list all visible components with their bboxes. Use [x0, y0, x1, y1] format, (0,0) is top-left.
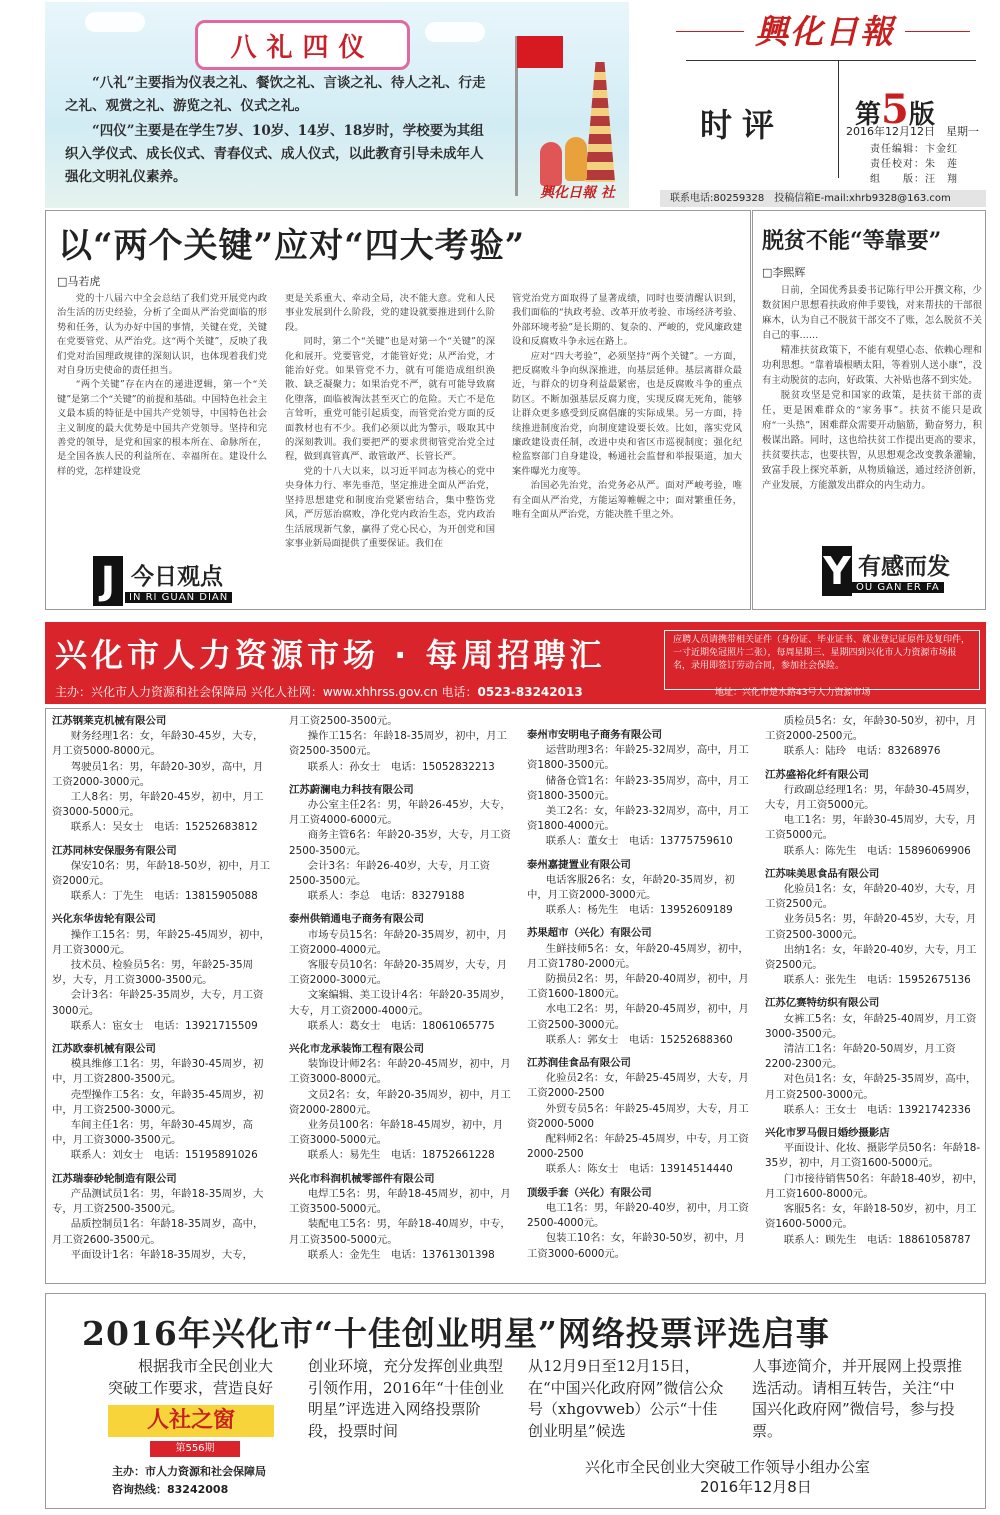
tag-pinyin: IN RI GUAN DIAN — [125, 592, 232, 603]
paragraph: 脱贫攻坚是党和国家的政策，是扶贫干部的责任，更是困难群众的“家务事”。扶贫不能只是政府“一头热”，困难群众需要开动脑筋，勤奋努力，积极谋出路。同时，这也给扶贫工作提出更高的要求，扶贫要扶志，也要扶智，从思想观念改变教条灌输，致富手段上探究革新，从物质输送，通过经济创新，产业发展，方能激发出群众的内生动力。 — [762, 390, 982, 491]
contact-line: 联系人：陆玲 电话：83268976 — [783, 745, 941, 758]
layout-credit: 组 版：汪 翔 — [870, 174, 958, 185]
paragraph: “两个关键”存在内在的递进逻辑，第一个“关键”是第二个“关键”的前提和基础。中国特色社会主义最本质的特征是中国共产党领导，中国特色社会主义制度的最大优势是中国共产党领导。坚持和完善党的领导，是党和国家的根本所在、命脉所在，是全国各族人民的利益所在、幸福所在。建设什么样的党，怎样建设党 — [57, 379, 267, 477]
child-figure-icon — [565, 137, 587, 181]
paragraph: 更是关系重大、牵动全局，决不能大意。党和人民事业发展到什么阶段，党的建设就要推进到什么阶段。 — [285, 293, 495, 333]
job-line: 客服专员10名：年龄20-35周岁，大专，月工资2000-3000元。 — [289, 959, 507, 987]
job-line: 会计3名：年龄26-40岁，大专，月工资2500-3500元。 — [289, 859, 490, 888]
tag-text: 有感而发 — [858, 554, 950, 580]
company-name: 泰州供销通电子商务有限公司 — [289, 913, 425, 926]
banner-text-si-yi: “四仪”主要是在学生7岁、10岁、14岁、18岁时，学校要为其组织入学仪式、成长仪式、青春仪式、成人仪式，以此教育引导未成年人强化文明礼仪素养。 — [65, 123, 484, 185]
proofreader-credit: 责任校对：朱 莲 — [870, 159, 958, 170]
job-line: 水电工2名：男，年龄20-45周岁，初中，月工资2500-3000元。 — [527, 1003, 749, 1031]
issue-number: 第556期 — [150, 1441, 240, 1457]
job-line: 行政副总经理1名：男，年龄30-45周岁，大专，月工资5000元。 — [765, 783, 977, 812]
host-phone: 0523-83242013 — [477, 685, 583, 699]
contact-line: 联系人：陈女士 电话：13914514440 — [545, 1163, 733, 1176]
side-article-body — [762, 283, 982, 493]
job-line: 车间主任1名：男，年龄30-45周岁，高中，月工资3000-3500元。 — [52, 1119, 253, 1147]
job-line: 化验员1名：女，年龄20-40岁，大专，月工资2500元。 — [765, 883, 977, 911]
job-line: 清洁工1名：年龄20-50周岁，月工资2200-2300元。 — [765, 1043, 956, 1071]
banner-title: 八礼四仪 — [195, 20, 410, 70]
contact-line: 联系人：金先生 电话：13761301398 — [307, 1248, 495, 1261]
job-line: 配料师2名：年龄25-45周岁，中专，月工资2000-2500 — [527, 1133, 749, 1161]
company-name: 江苏蔚澜电力科技有限公司 — [289, 783, 414, 796]
job-line: 操作工15名：年龄18-35周岁，初中，月工资2500-3500元。 — [289, 730, 507, 758]
contact-line: 联系人：宦女士 电话：13921715509 — [70, 1019, 258, 1032]
company-name: 泰州嘉捷置业有限公司 — [527, 858, 631, 871]
company-name: 顶级手套（兴化）有限公司 — [527, 1186, 652, 1199]
job-line: 女裤工5名：女，年龄25-40周岁，月工资3000-3500元。 — [765, 1012, 977, 1040]
job-line: 外贸专员5名：年龄25-45周岁，大专，月工资2000-5000 — [527, 1102, 749, 1130]
job-column-3 — [527, 728, 749, 1262]
job-line: 化验员2名：女，年龄25-45周岁，大专，月工资2000-2500 — [527, 1072, 749, 1100]
banner-ba-li-si-yi — [45, 2, 629, 208]
paragraph: 日前，全国优秀县委书记陈行甲公开撰文称，少数贫困户思想看扶政府伸手要钱，对来帮扶的干部很麻木，认为自己不脱贫干部交不了账，怎么脱贫不关自己的事…… — [762, 285, 982, 341]
job-line: 平面设计、化妆、摄影学员50名：年龄18-35岁，初中，月工资1600-5000元。 — [765, 1142, 981, 1170]
job-line: 会计3名：年龄25-35周岁，大专，月工资3000元。 — [52, 989, 264, 1017]
contact-line: 联系人：李总 电话：83279188 — [307, 890, 465, 903]
newspaper-title: 興化日報 — [755, 12, 895, 51]
notice-date: 2016年12月8日 — [700, 1478, 812, 1496]
contact-line: 联系人：王女士 电话：13921742336 — [783, 1103, 971, 1116]
job-line: 门市接待销售50名：年龄18-40岁，初中，月工资1600-8000元。 — [765, 1172, 983, 1200]
contact-line: 联系人：董女士 电话：13775759610 — [545, 835, 733, 848]
job-line: 电焊工5名：男，年龄18-45周岁，初中，月工资3500-5000元。 — [289, 1187, 511, 1216]
job-line: 市场专员15名：年龄20-35周岁，初中，月工资2000-4000元。 — [289, 928, 507, 956]
page-number: 第5版 — [855, 86, 935, 133]
job-line: 装饰设计师2名：年龄20-45周岁，初中，月工资3000-8000元。 — [289, 1058, 511, 1086]
contact-line: 联系人：葛女士 电话：18061065775 — [307, 1019, 495, 1032]
masthead-rule — [676, 31, 744, 32]
banner-text-ba-li: “八礼”主要指为仪表之礼、餐饮之礼、言谈之礼、待人之礼、行走之礼、观赏之礼、游览之礼、仪式之礼。 — [65, 75, 486, 114]
paragraph: 同时，第二个“关键”也是对第一个“关键”的深化和展开。党要管党，才能管好党；从严治党，才能治好党。如果管党不力，就有可能造成组织涣散、缺乏凝聚力；如果治党不严，就有可能导致腐化堕落，面临被淘汰甚至灭亡的危险。天亡不是危言耸听，重党可能引起质变，而管党治党方面的反面教材也有不少。我们必须以此为警示，吸取其中的深刻教训。我们要把严的要求贯彻管党治党全过程，做到真管真严、敢管敢严、长管长严。 — [285, 336, 495, 463]
job-line: 电话客服26名：女，年龄20-35周岁，初中，月工资2000-3000元。 — [527, 873, 735, 902]
company-name: 苏果超市（兴化）有限公司 — [527, 927, 652, 940]
job-line: 技术员、检验员5名：男，年龄25-35周岁，大专，月工资3000-3500元。 — [52, 959, 253, 987]
recruitment-notice: 应聘人员请携带相关证件（身份证、毕业证书、就业登记证原件及复印件，一寸近期免冠照片二张），每周星期三、星期四到兴化市人力资源市场报名，录用即签订劳动合同，参加社会保险。 — [664, 630, 980, 690]
job-line: 模具维修工1名：男，年龄30-45周岁，初中，月工资2800-3500元。 — [52, 1058, 264, 1086]
paragraph: 管党治党方面取得了显著成绩，同时也要清醒认识到，我们面临的“执政考验、改革开放考验、市场经济考验、外部环境考验”是长期的、复杂的、严峻的，党风廉政建设和反腐败斗争永远在路上。 — [512, 293, 742, 348]
tag-letter: J — [93, 556, 123, 606]
pagoda-icon — [585, 62, 615, 182]
company-name: 兴化市科润机械零部件有限公司 — [289, 1172, 435, 1185]
notice-text-4: 人事迹简介，并开展网上投票推选活动。请相互转告，关注“中国兴化政府网”微信号，参与投票。 — [752, 1357, 963, 1440]
notice-signature: 兴化市全民创业大突破工作领导小组办公室 — [585, 1458, 871, 1476]
job-column-4 — [765, 714, 983, 1248]
recruitment-address: 地址：兴化市楚水路43号人力资源市场 — [715, 688, 871, 698]
tag-letter: Y — [822, 546, 852, 596]
side-article-author: □李熙辉 — [762, 266, 806, 279]
masthead-divider — [838, 60, 839, 178]
contact-line: 联系人：郭女士 电话：15252688360 — [545, 1033, 733, 1046]
column-tag-jin-ri-guan-dian — [93, 556, 258, 606]
issue-date: 2016年12月12日 星期一 — [846, 125, 979, 138]
banner-logo: 興化日報 社 — [540, 185, 615, 201]
masthead-rule — [905, 31, 970, 32]
company-name: 江苏瑞泰砂轮制造有限公司 — [52, 1172, 177, 1185]
company-name: 泰州市安明电子商务有限公司 — [527, 729, 663, 741]
job-line: 产品测试员1名：男，年龄18-35周岁，大专，月工资2500-3500元。 — [52, 1187, 264, 1216]
paragraph: 治国必先治党，治党务必从严。面对严峻考验，唯有全面从严治党，方能运筹帷幄之中；面对繁重任务，唯有全面从严治党，方能决胜千里之外。 — [512, 480, 742, 521]
notice-text-3: 从12月9日至12月15日，在“中国兴化政府网”微信公众号（xhgovweb）公示“十佳创业明星”候选 — [528, 1357, 724, 1440]
job-line: 工人8名：男，年龄20-45岁，初中，月工资3000-5000元。 — [52, 791, 264, 819]
paragraph: 党的十八大以来，以习近平同志为核心的党中央身体力行、率先垂范，坚定推进全面从严治党，坚持思想建党和制度治党紧密结合，集中整饬党风，严厉惩治腐败，净化党内政治生态，党内政治生活展现新气象，赢得了党心民心，为开创党和国家事业新局面提供了重要保证。我们在 — [285, 465, 495, 549]
job-line: 装配电工5名：男，年龄18-40周岁，中专，月工资3500-5000元。 — [289, 1218, 511, 1246]
job-line: 美工2名：女，年龄23-32周岁，高中，月工资1800-4000元。 — [527, 805, 749, 833]
contact-line: 联系人：顾先生 电话：18861058787 — [783, 1233, 971, 1246]
company-name: 江苏盛裕化纤有限公司 — [765, 768, 869, 781]
company-name: 兴化市罗马假日婚纱摄影店 — [765, 1127, 890, 1140]
job-line: 运营助理3名：年龄25-32周岁，高中，月工资1800-3500元。 — [527, 744, 749, 772]
company-name: 兴化东华齿轮有限公司 — [52, 913, 156, 926]
paragraph: 党的十八届六中全会总结了我们党开展党内政治生活的历史经验，分析了全面从严治党面临的形势和任务，认为办好中国的事情，关键在党，关键在党要管党、从严治党。这“两个关键”，反映了我们党对治国理政规律的深刻认识，也体现着我们党对自身历史使命的责任担当。 — [57, 293, 267, 377]
job-line: 财务经理1名：女，年龄30-45岁，大专，月工资5000-8000元。 — [52, 730, 264, 758]
job-line: 商务主管6名：年龄20-35岁，大专，月工资2500-3500元。 — [289, 829, 511, 857]
job-line: 驾驶员1名：男，年龄20-30岁，高中，月工资2000-3000元。 — [52, 760, 264, 788]
contact-line: 联系人：陈先生 电话：15896069906 — [783, 844, 971, 857]
rs-host: 主办：市人力资源和社会保障局 — [112, 1465, 266, 1478]
article-title: 以“两个关键”应对“四大考验” — [58, 226, 526, 266]
contact-line: 联系人：刘女士 电话：15195891026 — [70, 1149, 258, 1162]
job-line: 出纳1名：女，年龄20-40岁，大专，月工资2500元。 — [765, 943, 977, 972]
job-line: 客服5名：女，年龄18-50岁，初中，月工资1600-5000元。 — [765, 1203, 977, 1231]
contact-line: 联系人：吴女士 电话：15252683812 — [70, 821, 258, 834]
contact-line: 联系人：张先生 电话：15952675136 — [783, 974, 971, 987]
job-line: 防损员2名：男，年龄20-40周岁，初中，月工资1600-1800元。 — [527, 973, 749, 1001]
job-line: 电工1名：男，年龄20-40岁，初中，月工资2500-4000元。 — [527, 1201, 749, 1230]
job-line: 生鲜技师5名：女，年龄20-45周岁，初中，月工资1780-2000元。 — [527, 942, 749, 970]
editor-credit: 责任编辑：卞金红 — [870, 144, 958, 155]
host-text: 主办：兴化市人力资源和社会保障局 兴化人社网：www.xhhrss.gov.cn 电话： — [55, 685, 478, 699]
company-name: 江苏欧泰机械有限公司 — [52, 1043, 156, 1056]
side-article-title: 脱贫不能“等靠要” — [762, 228, 942, 254]
job-line: 办公室主任2名：男，年龄26-45岁，大专，月工资4000-6000元。 — [289, 799, 511, 827]
article-author: □马若虎 — [57, 275, 101, 288]
article-column-3 — [512, 292, 742, 523]
job-line: 业务员100名：年龄18-45周岁，初中，月工资3000-5000元。 — [289, 1119, 504, 1147]
rs-hotline: 咨询热线：83242008 — [112, 1483, 229, 1496]
job-line: 业务员5名：男，年龄20-45岁，大专，月工资2500-3000元。 — [765, 913, 977, 941]
job-line: 平面设计1名：年龄18-35周岁，大专， — [70, 1248, 253, 1261]
paragraph: 精准扶贫政策下，不能有观望心态、依赖心理和功利思想。“靠着墙根晒太阳，等着别人送小康”，没有主动脱贫的志向，好政策、大补贴也落不到实处。 — [762, 345, 982, 386]
job-line: 包装工10名：女，年龄30-50岁，初中，月工资3000-6000元。 — [527, 1232, 745, 1260]
recruitment-title: 兴化市人力资源市场 · 每周招聘汇 — [55, 636, 606, 674]
job-line: 对色员1名：女，年龄25-35周岁，高中，月工资2500-3000元。 — [765, 1073, 977, 1101]
job-line: 操作工15名：男，年龄25-45周岁，初中，月工资3000元。 — [52, 928, 270, 956]
company-name: 江苏亿赛特纺织有限公司 — [765, 997, 880, 1010]
job-line: 品质控制员1名：年龄18-35周岁，高中，月工资2600-3500元。 — [52, 1218, 264, 1246]
job-line: 売型操作工5名：女，年龄35-45周岁，初中，月工资2500-3000元。 — [52, 1088, 264, 1116]
company-name: 江苏味美思食品有限公司 — [765, 867, 880, 880]
company-name: 江苏润佳食品有限公司 — [527, 1057, 631, 1070]
tag-text: 今日观点 — [131, 564, 223, 590]
job-line: 文案编辑、美工设计4名：年龄20-35周岁，大专，月工资2000-4000元。 — [289, 989, 511, 1017]
contact-line: 联系人：丁先生 电话：13815905088 — [70, 890, 258, 903]
job-line: 电工1名：男，年龄30-45周岁，大专，月工资5000元。 — [765, 814, 977, 842]
recruitment-host — [55, 683, 583, 700]
ren-she-zhi-chuang-title: 人社之窗 — [108, 1405, 274, 1437]
notice-text-2: 创业环境，充分发挥创业典型引领作用，2016年“十佳创业明星”评选进入网络投票阶段，投票时间 — [308, 1357, 504, 1440]
cloud-decoration — [85, 12, 145, 32]
job-line: 保安10名：男，年龄18-50岁，初中，月工资2000元。 — [52, 859, 270, 888]
section-title: 时评 — [700, 106, 785, 144]
contact-line: 联系人：孙女士 电话：15052832213 — [307, 760, 495, 773]
company-name: 兴化市龙承装饰工程有限公司 — [289, 1043, 425, 1056]
article-column-2 — [285, 292, 495, 551]
company-name: 江苏同林安保服务有限公司 — [52, 844, 177, 857]
flag-icon — [517, 36, 563, 68]
job-line: 质检员5名：女，年龄30-50岁，初中，月工资2000-2500元。 — [765, 715, 977, 743]
job-line: 文员2名：女，年龄20-35周岁，初中，月工资2000-2800元。 — [289, 1088, 511, 1116]
tag-pinyin: OU GAN ER FA — [852, 582, 944, 593]
cloud-decoration — [425, 22, 485, 42]
contact-line: 联系人：易先生 电话：18752661228 — [307, 1149, 495, 1162]
company-name: 江苏钢莱克机械有限公司 — [52, 715, 167, 727]
job-line: 月工资2500-3500元。 — [289, 715, 398, 727]
masthead-divider — [686, 60, 976, 61]
notice-text-1: 根据我市全民创业大突破工作要求，营造良好 — [108, 1357, 274, 1397]
notice-title: 2016年兴化市“十佳创业明星”网络投票评选启事 — [82, 1314, 830, 1353]
contact-bar: 联系电话:80259328 投稿信箱E-mail:xhrb9328@163.com — [660, 190, 986, 207]
job-line: 储备仓管1名：年龄23-35周岁，高中，月工资1800-3500元。 — [527, 774, 749, 802]
column-tag-you-gan-er-fa — [822, 546, 982, 596]
paragraph: 应对“四大考验”，必须坚持“两个关键”。一方面，把反腐败斗争向纵深推进，向基层延伸。基层离群众最近，与群众的切身利益最紧密，也是反腐败斗争的重点防区。不断加强基层反腐力度，实现反腐无死角，能够让群众更多感受到反腐倡廉的实际成果。另一方面，持续推进制度治党，向制度建设要长效。比如，落实党风廉政建设责任制，改进中央和省区市巡视制度；强化纪检监察部门自身建设，畅通社会监督和举报渠道，加大案件曝光力度等。 — [512, 350, 742, 477]
contact-line: 联系人：杨先生 电话：13952609189 — [545, 904, 733, 917]
job-column-2 — [289, 714, 511, 1263]
article-column-1 — [57, 292, 267, 479]
job-column-1 — [52, 714, 270, 1263]
child-figure-icon — [540, 142, 562, 186]
